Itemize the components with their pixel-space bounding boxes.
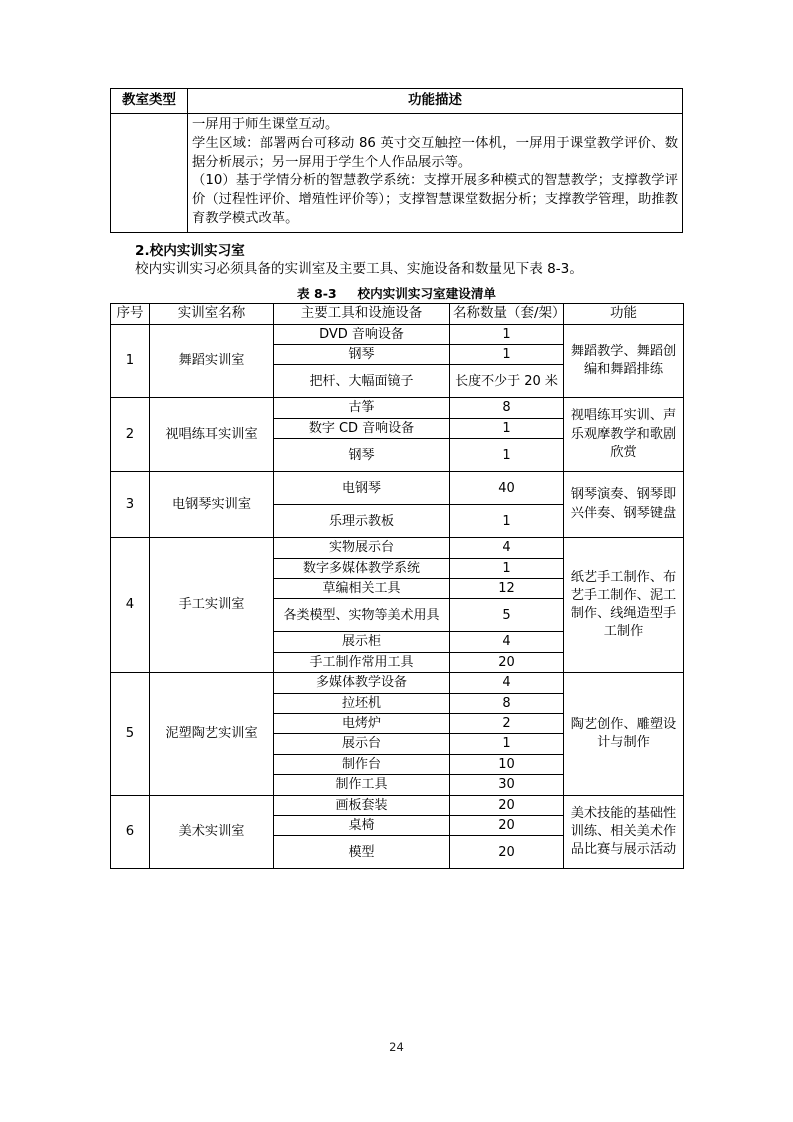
- cell-quantity: 1: [450, 324, 564, 344]
- cell-room-name: 泥塑陶艺实训室: [150, 673, 274, 795]
- page-content: [110, 88, 683, 869]
- cell-quantity: 4: [450, 538, 564, 558]
- cell-tool: 古筝: [274, 398, 450, 418]
- cell-room-name: 舞蹈实训室: [150, 324, 274, 398]
- cell-function: 纸艺手工制作、布艺手工制作、泥工制作、线绳造型手工制作: [564, 538, 684, 673]
- cell-function: 舞蹈教学、舞蹈创编和舞蹈排练: [564, 324, 684, 398]
- cell-seq: 5: [111, 673, 150, 795]
- table-row: [111, 113, 683, 232]
- cell-quantity: 2: [450, 714, 564, 734]
- cell-tool: 电烤炉: [274, 714, 450, 734]
- cell-seq: 3: [111, 472, 150, 538]
- table-header-row: [111, 89, 683, 114]
- cell-tool: 制作工具: [274, 775, 450, 795]
- description-paragraph-3: （10）基于学情分析的智慧教学系统：支撑开展多种模式的智慧教学；支撑教学评价（过程性评价、增殖性评价等）；支撑智慧课堂数据分析；支撑教学管理，助推教育教学模式改革。: [192, 173, 678, 227]
- cell-function-description: [188, 113, 683, 232]
- cell-room-name: 电钢琴实训室: [150, 472, 274, 538]
- cell-quantity: 1: [450, 734, 564, 754]
- column-header-room-name: 实训室名称: [150, 303, 274, 324]
- cell-seq: 6: [111, 795, 150, 869]
- cell-seq: 2: [111, 398, 150, 472]
- table-row: [111, 795, 684, 815]
- column-header-quantity: 名称数量（套/架）: [450, 303, 564, 324]
- cell-function: 钢琴演奏、钢琴即兴伴奏、钢琴键盘: [564, 472, 684, 538]
- cell-quantity: 4: [450, 632, 564, 652]
- column-header-seq: 序号: [111, 303, 150, 324]
- table-row: [111, 324, 684, 344]
- cell-tool: 制作台: [274, 754, 450, 774]
- classroom-type-table: [110, 88, 683, 233]
- cell-seq: 1: [111, 324, 150, 398]
- cell-tool: 草编相关工具: [274, 579, 450, 599]
- cell-tool: 乐理示教板: [274, 505, 450, 538]
- cell-function: 视唱练耳实训、声乐观摩教学和歌剧欣赏: [564, 398, 684, 472]
- cell-tool: 实物展示台: [274, 538, 450, 558]
- cell-tool: 多媒体教学设备: [274, 673, 450, 693]
- cell-tool: 模型: [274, 836, 450, 869]
- cell-tool: 展示柜: [274, 632, 450, 652]
- cell-quantity: 4: [450, 673, 564, 693]
- column-header-tools: 主要工具和设施设备: [274, 303, 450, 324]
- cell-tool: 电钢琴: [274, 472, 450, 505]
- cell-quantity: 20: [450, 652, 564, 672]
- column-header-function-description: 功能描述: [188, 89, 683, 114]
- cell-room-name: 视唱练耳实训室: [150, 398, 274, 472]
- cell-quantity: 8: [450, 693, 564, 713]
- cell-tool: 画板套装: [274, 795, 450, 815]
- section-body-text: 校内实训实习必须具备的实训室及主要工具、实施设备和数量见下表 8-3。: [135, 261, 583, 278]
- cell-tool: 桌椅: [274, 816, 450, 836]
- cell-function: 陶艺创作、雕塑设计与制作: [564, 673, 684, 795]
- cell-quantity: 1: [450, 418, 564, 438]
- cell-tool: 各类模型、实物等美术用具: [274, 599, 450, 632]
- cell-classroom-type: [111, 113, 188, 232]
- table-caption: [110, 283, 683, 302]
- cell-function: 美术技能的基础性训练、相关美术作品比赛与展示活动: [564, 795, 684, 869]
- table-row: [111, 673, 684, 693]
- cell-tool: 数字 CD 音响设备: [274, 418, 450, 438]
- cell-quantity: 1: [450, 505, 564, 538]
- table-row: [111, 472, 684, 505]
- cell-quantity: 1: [450, 439, 564, 472]
- table-row: [111, 398, 684, 418]
- cell-quantity: 1: [450, 558, 564, 578]
- section-heading: 2.校内实训实习室: [135, 243, 245, 260]
- cell-room-name: 美术实训室: [150, 795, 274, 869]
- cell-seq: 4: [111, 538, 150, 673]
- table-caption-label: 表 8-3: [296, 285, 337, 301]
- cell-quantity: 30: [450, 775, 564, 795]
- cell-tool: DVD 音响设备: [274, 324, 450, 344]
- cell-quantity: 5: [450, 599, 564, 632]
- column-header-function: 功能: [564, 303, 684, 324]
- cell-quantity: 1: [450, 344, 564, 364]
- cell-tool: 钢琴: [274, 344, 450, 364]
- table-row: [111, 538, 684, 558]
- table-header-row: [111, 303, 684, 324]
- cell-tool: 把杆、大幅面镜子: [274, 365, 450, 398]
- cell-quantity: 40: [450, 472, 564, 505]
- cell-quantity: 12: [450, 579, 564, 599]
- column-header-classroom-type: 教室类型: [111, 89, 188, 114]
- description-paragraph-2: 学生区域：部署两台可移动 86 英寸交互触控一体机，一屏用于课堂教学评价、数据分析展示；另一屏用于学生个人作品展示等。: [192, 135, 678, 170]
- cell-tool: 拉坯机: [274, 693, 450, 713]
- cell-tool: 手工制作常用工具: [274, 652, 450, 672]
- description-paragraph-1: 一屏用于师生课堂互动。: [192, 116, 339, 132]
- table-caption-title: 校内实训实习室建设清单: [357, 285, 497, 301]
- cell-tool: 钢琴: [274, 439, 450, 472]
- page-number: 24: [389, 1040, 404, 1054]
- cell-quantity: 20: [450, 836, 564, 869]
- cell-tool: 展示台: [274, 734, 450, 754]
- cell-quantity: 10: [450, 754, 564, 774]
- cell-quantity: 20: [450, 816, 564, 836]
- cell-quantity: 20: [450, 795, 564, 815]
- cell-quantity: 8: [450, 398, 564, 418]
- cell-tool: 数字多媒体教学系统: [274, 558, 450, 578]
- cell-quantity: 长度不少于 20 米: [450, 365, 564, 398]
- training-room-table: [110, 303, 684, 870]
- cell-room-name: 手工实训室: [150, 538, 274, 673]
